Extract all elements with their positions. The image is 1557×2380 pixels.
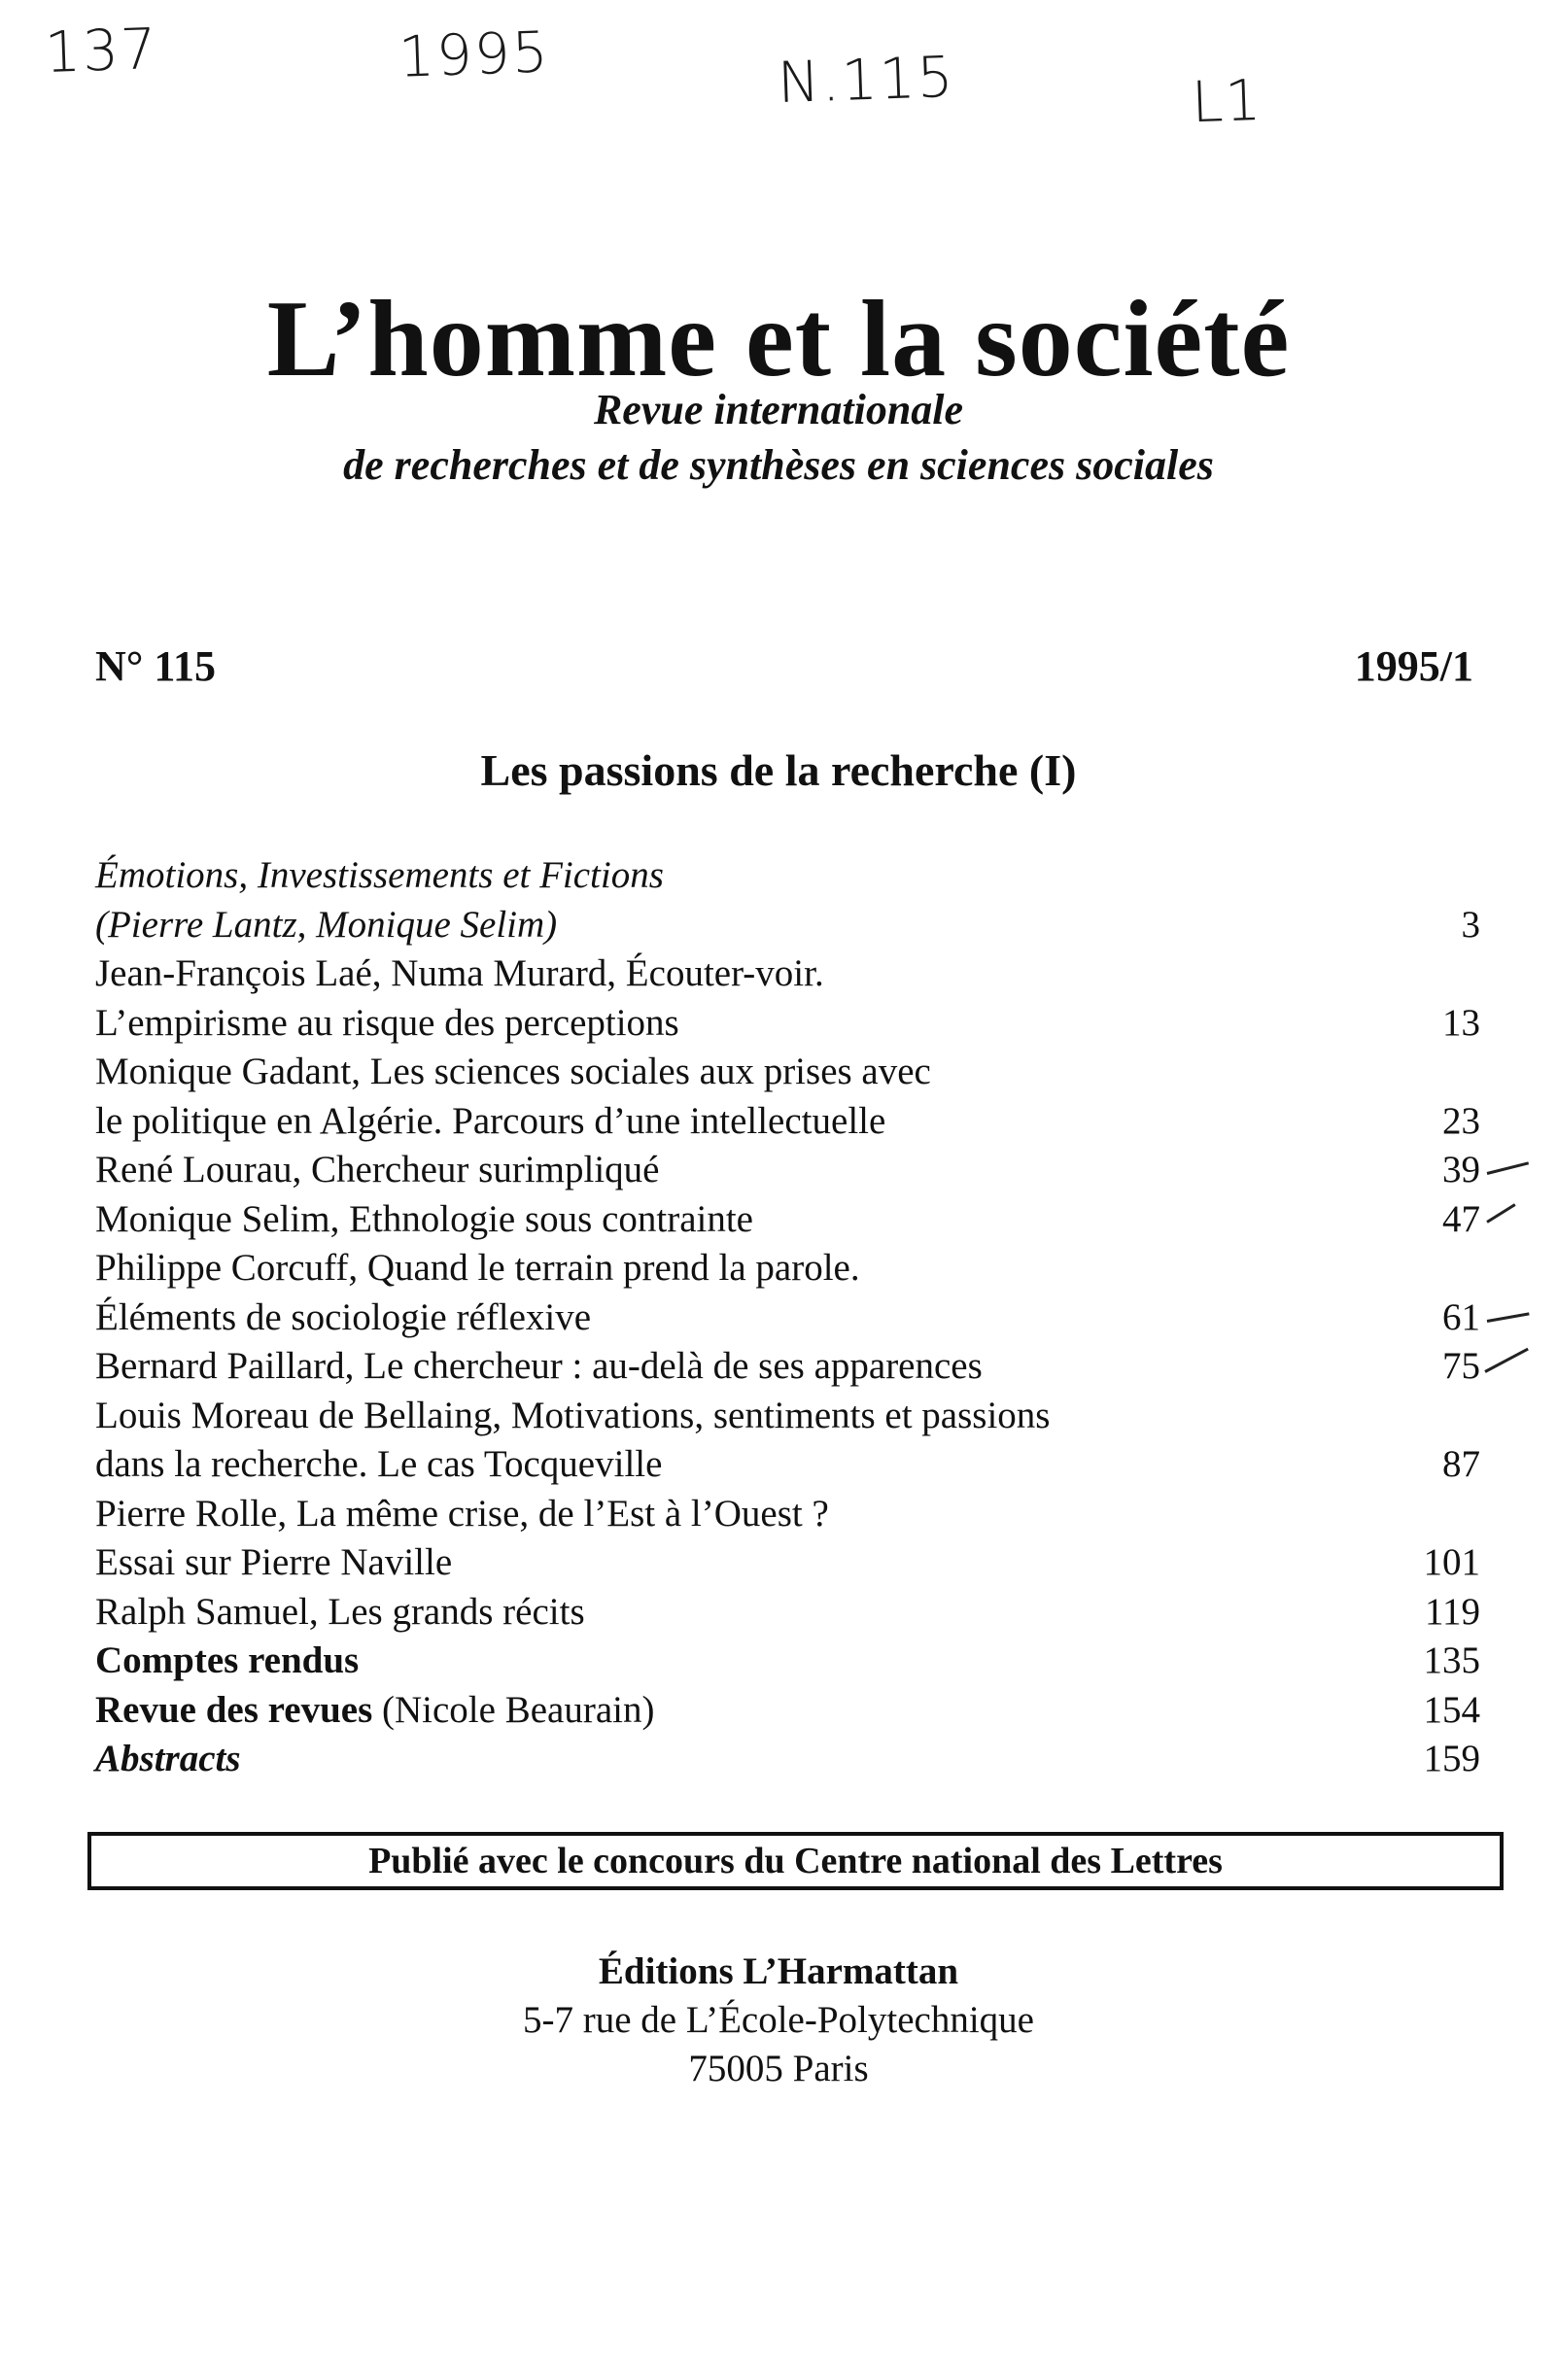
toc-row	[95, 1195, 1480, 1245]
issue-number: N° 115	[95, 642, 216, 690]
handwritten-tick-mark	[1484, 1348, 1529, 1373]
publisher-city: 75005 Paris	[688, 2048, 869, 2089]
toc-page-number: 154	[1423, 1688, 1480, 1731]
toc-row	[95, 1735, 1480, 1784]
toc-row	[95, 1686, 1480, 1736]
toc-row	[95, 1293, 1480, 1343]
table-of-contents	[95, 851, 1480, 1784]
handwritten-ref-number: 137	[43, 15, 159, 86]
toc-entry-text: Ralph Samuel, Les grands récits	[95, 1590, 585, 1633]
toc-page-number: 3	[1461, 903, 1480, 946]
toc-page-number: 23	[1442, 1099, 1480, 1142]
publisher-block	[0, 1948, 1557, 2093]
toc-entry-text: le politique en Algérie. Parcours d’une intellectuelle	[95, 1099, 886, 1142]
toc-entry-text: Bernard Paillard, Le chercheur : au-delà de ses apparences	[95, 1345, 983, 1387]
handwritten-issue-note: N.115	[776, 43, 956, 117]
toc-page-number: 75	[1442, 1345, 1480, 1387]
toc-entry-text: Revue des revues	[95, 1688, 373, 1731]
toc-page-number: 101	[1423, 1541, 1480, 1583]
toc-row	[95, 1392, 1480, 1441]
toc-entry-text: Comptes rendus	[95, 1639, 360, 1681]
toc-entry-text: Jean-François Laé, Numa Murard, Écouter-voir.	[95, 952, 824, 994]
toc-row	[95, 1244, 1480, 1293]
toc-row	[95, 999, 1480, 1049]
toc-page-number: 47	[1442, 1197, 1480, 1240]
toc-page-number: 13	[1442, 1001, 1480, 1044]
toc-row	[95, 1342, 1480, 1392]
toc-entry-text: (Pierre Lantz, Monique Selim)	[95, 903, 558, 946]
toc-row	[95, 949, 1480, 999]
toc-entry-text: Abstracts	[95, 1738, 241, 1779]
journal-subtitle-line2: de recherches et de synthèses en sciences sociales	[343, 441, 1214, 489]
journal-subtitle-line1: Revue internationale	[593, 386, 964, 433]
toc-entry-text: Émotions, Investissements et Fictions	[95, 854, 664, 896]
toc-entry-text: Monique Selim, Ethnologie sous contrainte	[95, 1197, 753, 1240]
toc-row	[95, 1588, 1480, 1638]
toc-page-number: 159	[1423, 1738, 1480, 1779]
toc-page-number: 87	[1442, 1443, 1480, 1485]
toc-entry-text: Pierre Rolle, La même crise, de l’Est à l’Ouest ?	[95, 1492, 829, 1535]
handwritten-tick-mark	[1487, 1161, 1529, 1175]
toc-row	[95, 1097, 1480, 1147]
toc-entry-text: dans la recherche. Le cas Tocqueville	[95, 1443, 663, 1485]
toc-entry-text: Philippe Corcuff, Quand le terrain prend la parole.	[95, 1247, 860, 1289]
toc-page-number: 61	[1442, 1295, 1480, 1338]
toc-row	[95, 1490, 1480, 1539]
publisher-name: Éditions L’Harmattan	[598, 1950, 959, 1992]
toc-entry-text: L’empirisme au risque des perceptions	[95, 1001, 679, 1044]
support-notice-box	[87, 1832, 1504, 1890]
publisher-address: 5-7 rue de L’École-Polytechnique	[523, 1999, 1034, 2041]
issue-theme: Les passions de la recherche (I)	[480, 745, 1077, 795]
issue-date: 1995/1	[1354, 642, 1473, 690]
handwritten-year: 1995	[397, 18, 551, 90]
toc-row	[95, 1637, 1480, 1686]
toc-page-number: 135	[1423, 1639, 1480, 1681]
toc-entry-author: (Nicole Beaurain)	[382, 1688, 655, 1731]
toc-entry-text: Essai sur Pierre Naville	[95, 1541, 453, 1583]
handwritten-shelf-mark: L1	[1190, 66, 1264, 136]
toc-row	[95, 1440, 1480, 1490]
journal-title: L’homme et la société	[266, 279, 1291, 399]
handwritten-tick-mark	[1486, 1203, 1515, 1224]
toc-page-number: 119	[1424, 1590, 1480, 1633]
toc-entry-text: Louis Moreau de Bellaing, Motivations, sentiments et passions	[95, 1394, 1051, 1436]
handwritten-tick-mark	[1487, 1312, 1530, 1323]
toc-entry-text: René Lourau, Chercheur surimpliqué	[95, 1149, 660, 1190]
toc-entry-text: Éléments de sociologie réflexive	[95, 1295, 592, 1338]
toc-row	[95, 1146, 1480, 1195]
toc-page-number: 39	[1442, 1149, 1480, 1190]
support-notice-text: Publié avec le concours du Centre national des Lettres	[368, 1841, 1223, 1881]
toc-row	[95, 1538, 1480, 1588]
toc-entry-text: Monique Gadant, Les sciences sociales aux prises avec	[95, 1051, 931, 1092]
toc-row	[95, 851, 1480, 901]
toc-row	[95, 901, 1480, 950]
toc-row	[95, 1048, 1480, 1097]
